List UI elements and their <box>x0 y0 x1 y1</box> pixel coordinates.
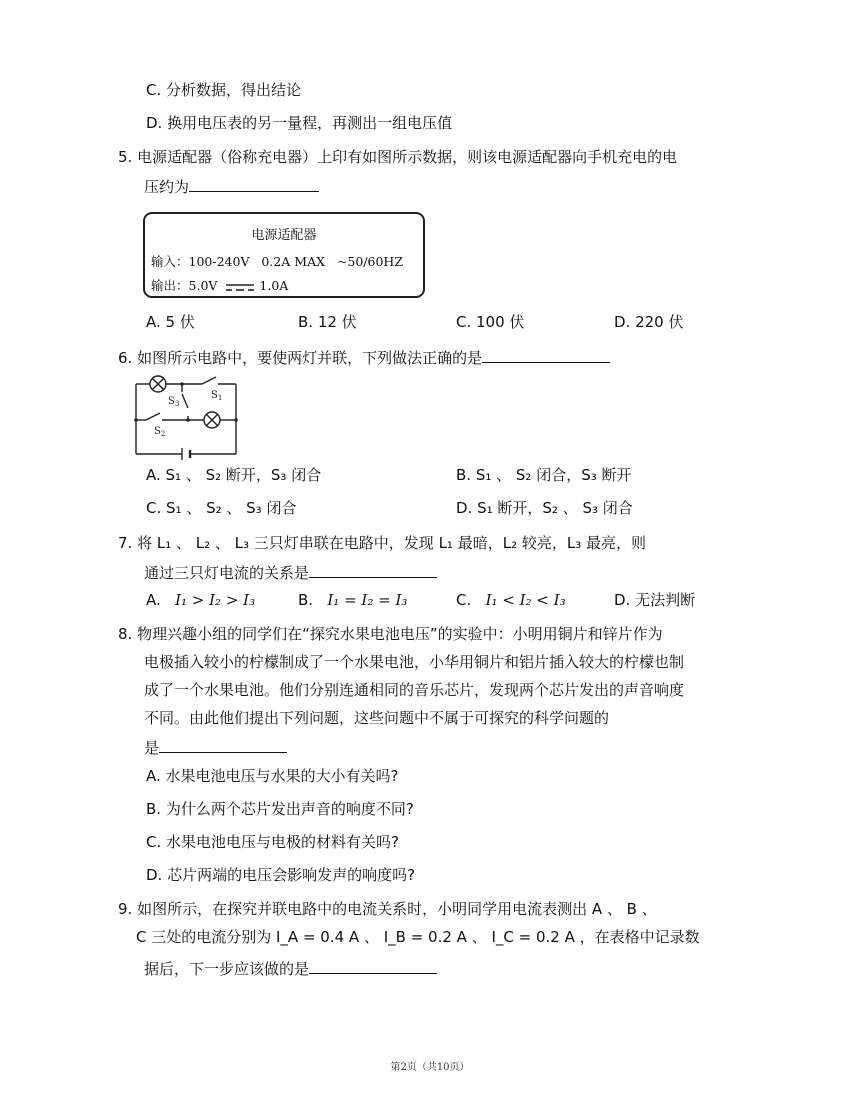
q6-option-a: A. S₁ 、 S₂ 断开，S₃ 闭合 <box>146 466 322 484</box>
q7-option-b <box>298 590 407 610</box>
q8-option-d: D. 芯片两端的电压会影响发声的响度吗? <box>146 866 416 884</box>
q5-stem-line2 <box>144 175 319 197</box>
q6-stem-text: 6. 如图所示电路中，要使两灯并联，下列做法正确的是 <box>118 349 483 367</box>
power-adapter-label-figure <box>143 212 425 298</box>
q8-stem-line5 <box>144 736 287 758</box>
page-footer: 第2页（共10页） <box>390 1062 470 1073</box>
switch-s2-label: $S_2$ <box>154 426 166 438</box>
q4-option-c: C. 分析数据，得出结论 <box>146 81 302 99</box>
q8-option-c: C. 水果电池电压与电极的材料有关吗? <box>146 833 399 851</box>
q7-option-c <box>456 590 566 610</box>
q5-option-b: B. 12 伏 <box>298 313 357 331</box>
q9-stem-line1: 9. 如图所示，在探究并联电路中的电流关系时，小明同学用电流表测出 A 、 B 、 <box>118 900 657 918</box>
answer-blank <box>189 175 319 192</box>
adapter-input-row <box>151 252 403 270</box>
q7-option-c-label: C. <box>456 591 472 609</box>
switch-s1-label: $S_1$ <box>211 390 223 402</box>
q5-stem-text: 压约为 <box>144 178 190 196</box>
q6-circuit-diagram <box>128 368 240 460</box>
adapter-output-current: 1.0A <box>259 278 289 293</box>
q6-option-c: C. S₁ 、 S₂ 、 S₃ 闭合 <box>146 499 297 517</box>
q5-option-c: C. 100 伏 <box>456 313 525 331</box>
q5-option-a: A. 5 伏 <box>146 313 195 331</box>
answer-blank <box>482 346 610 363</box>
q9-stem-line2: C 三处的电流分别为 I_A = 0.4 A 、 I_B = 0.2 A 、 I_C = 0.2 A ，在表格中记录数 <box>136 928 700 946</box>
q7-stem-line1: 7. 将 L₁ 、 L₂ 、 L₃ 三只灯串联在电路中，发现 L₁ 最暗，L₂ 较亮，L₃ 最亮，则 <box>118 534 646 552</box>
q6-option-b: B. S₁ 、 S₂ 闭合，S₃ 断开 <box>456 466 632 484</box>
q8-stem-text: 是 <box>144 739 160 757</box>
q7-option-b-formula: I₁ = I₂ = I₃ <box>327 591 408 609</box>
q5-option-d: D. 220 伏 <box>614 313 684 331</box>
q7-option-a <box>146 590 255 610</box>
q7-option-a-label: A. <box>146 591 161 609</box>
q7-option-c-formula: I₁ < I₂ < I₃ <box>485 591 566 609</box>
adapter-output-label: 输出： <box>151 278 189 293</box>
adapter-output-row <box>151 276 288 294</box>
q7-stem-line2 <box>144 561 437 583</box>
q4-option-d: D. 换用电压表的另一量程，再测出一组电压值 <box>146 114 453 132</box>
q8-option-a: A. 水果电池电压与水果的大小有关吗? <box>146 767 399 785</box>
q8-stem-line3: 成了一个水果电池。他们分别连通相同的音乐芯片，发现两个芯片发出的声音响度 <box>144 681 685 699</box>
switch-s3-label: $S_3$ <box>168 396 180 408</box>
q7-stem-text: 通过三只灯电流的关系是 <box>144 564 310 582</box>
adapter-title: 电源适配器 <box>251 228 317 243</box>
q6-stem <box>118 346 610 368</box>
q6-option-d: D. S₁ 断开，S₂ 、 S₃ 闭合 <box>456 499 633 517</box>
dc-symbol-icon <box>225 282 255 292</box>
q8-stem-line2: 电极插入较小的柠檬制成了一个水果电池，小华用铜片和铝片插入较大的柠檬也制 <box>144 653 685 671</box>
adapter-input-current: 0.2A MAX <box>261 254 326 269</box>
q8-stem-line1: 8. 物理兴趣小组的同学们在“探究水果电池电压”的实验中：小明用铜片和锌片作为 <box>118 625 663 643</box>
q7-option-b-label: B. <box>298 591 314 609</box>
q8-option-b: B. 为什么两个芯片发出声音的响度不同? <box>146 800 414 818</box>
adapter-input-voltage: 100-240V <box>188 254 250 269</box>
q9-stem-text: 据后，下一步应该做的是 <box>144 960 310 978</box>
adapter-input-label: 输入： <box>151 254 189 269</box>
q8-stem-line4: 不同。由此他们提出下列问题，这些问题中不属于可探究的科学问题的 <box>144 709 610 727</box>
answer-blank <box>309 561 437 578</box>
answer-blank <box>309 957 437 974</box>
q9-stem-line3 <box>144 957 437 979</box>
q5-stem-line1: 5. 电源适配器（俗称充电器）上印有如图所示数据，则该电源适配器向手机充电的电 <box>118 148 678 166</box>
answer-blank <box>159 736 287 753</box>
adapter-input-frequency: ~50/60HZ <box>336 254 404 269</box>
q7-option-d: D. 无法判断 <box>614 591 696 609</box>
q7-option-a-formula: I₁ > I₂ > I₃ <box>175 591 256 609</box>
adapter-output-voltage: 5.0V <box>188 278 218 293</box>
